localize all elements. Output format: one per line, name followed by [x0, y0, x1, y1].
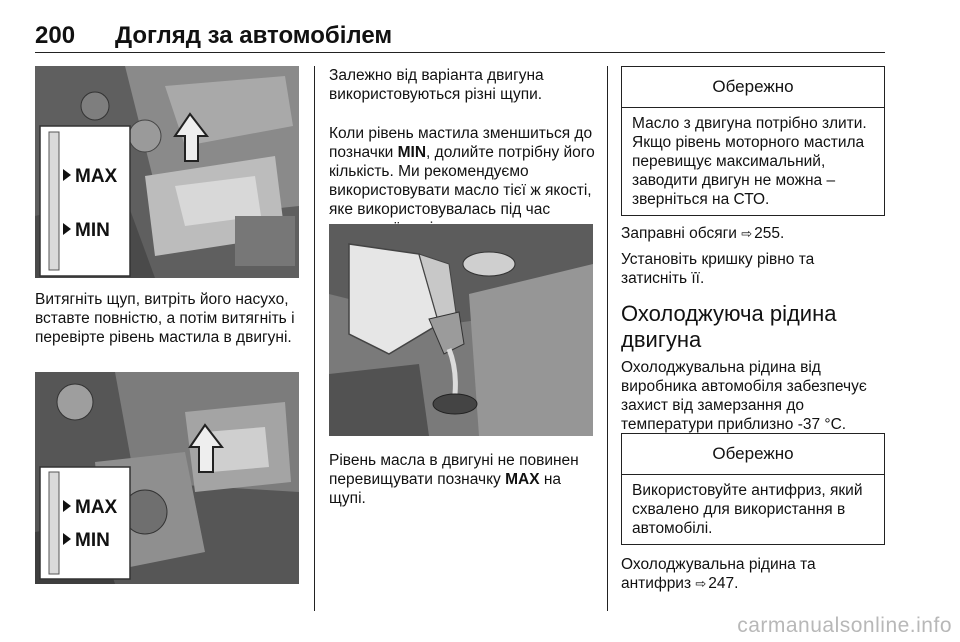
- paragraph-antifreeze: [621, 555, 883, 593]
- dipstick-photo-2: [35, 372, 299, 584]
- column-divider: [607, 66, 608, 611]
- page-reference-link[interactable]: ⇨ 247.: [695, 575, 738, 592]
- min-mark-label: MIN: [397, 144, 427, 161]
- warning-body: Використовуйте антифриз, який схвалено для використання в автомобілі.: [632, 482, 863, 537]
- watermark: carmanualsonline.info: [737, 614, 952, 637]
- warning-title: Обережно: [622, 434, 884, 475]
- text-span: на щупі.: [329, 471, 562, 507]
- warning-box-oil: [621, 66, 885, 216]
- dipstick-photo-1: [35, 66, 299, 278]
- text-span: Рівень масла в двигуні не повинен перевищувати позначку: [329, 452, 579, 488]
- paragraph-capacities: [621, 224, 883, 243]
- text-span: Заправні обсяги: [621, 225, 742, 242]
- text-span: Коли рівень мастила зменшиться до позначки: [329, 125, 593, 161]
- warning-body: Масло з двигуна потрібно злити. Якщо рівень моторного мастила перевищує максимальний, заводити двигун не можна – зверніться на СТО.: [632, 115, 867, 208]
- max-mark-label: MAX: [505, 471, 540, 488]
- page-number: 200: [35, 22, 76, 49]
- section-heading-coolant: Охолоджуюча рідина двигуна: [621, 301, 837, 352]
- paragraph-cap: Установіть кришку рівно та затисніть її.: [621, 251, 815, 287]
- text-span: Охолоджувальна рідина та антифриз: [621, 556, 816, 592]
- paragraph-withdraw-dipstick: Витягніть щуп, витріть його насухо, вставте повністю, а потім витягніть і перевірте рівень мастила в двигуні.: [35, 291, 295, 346]
- page-title: Догляд за автомобілем: [115, 22, 393, 49]
- dipstick-max-label: MAX: [75, 497, 118, 518]
- oil-filling-photo: [329, 224, 593, 436]
- page-reference-link[interactable]: ⇨ 255.: [741, 225, 784, 242]
- paragraph-max-limit: [329, 451, 597, 508]
- paragraph-dipstick-variants: Залежно від варіанта двигуна використовуються різні щупи.: [329, 67, 544, 103]
- warning-box-antifreeze: [621, 433, 885, 545]
- warning-title: Обережно: [622, 67, 884, 108]
- dipstick-min-label: MIN: [75, 220, 110, 241]
- dipstick-max-label: MAX: [75, 166, 118, 187]
- text-span: , долийте потрібну його кількість. Ми рекомендуємо використовувати масло тієї ж якості, яке використовувалась під час: [329, 144, 595, 218]
- dipstick-min-label: MIN: [75, 530, 110, 551]
- paragraph-min-topup: [329, 124, 597, 238]
- paragraph-coolant: Охолоджувальна рідина від виробника автомобіля забезпечує захист від замерзання до температури приблизно -37 °C.: [621, 359, 867, 433]
- column-divider: [314, 66, 315, 611]
- page-header: [35, 22, 885, 53]
